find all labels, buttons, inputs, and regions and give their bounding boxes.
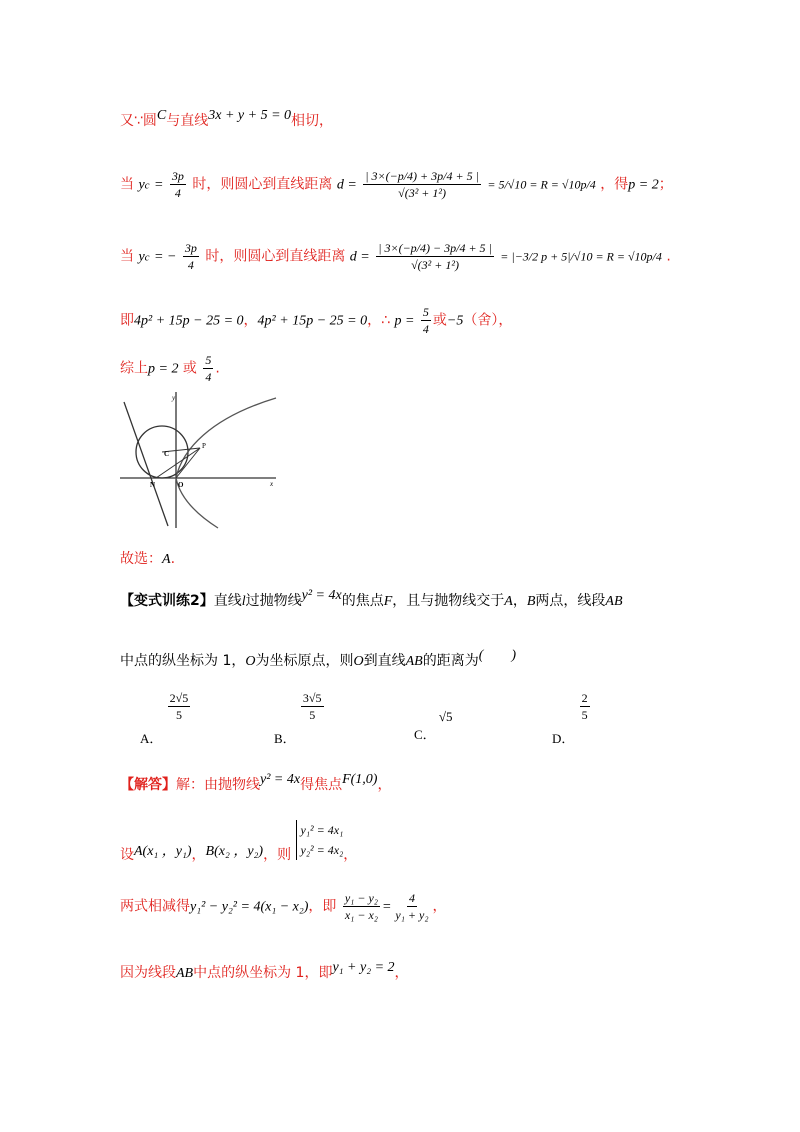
option-d[interactable]: D． $\frac{2}{5}$ (552, 691, 588, 747)
math-eq: = − (154, 249, 177, 265)
distance-fraction: $\frac{| 3\times(-p/4) - 3p/4 + 5 |}{\text{√(3² + 1²)}}$ (378, 241, 492, 272)
label-N: N (150, 481, 156, 489)
option-c[interactable]: C． √5 (414, 709, 453, 742)
math-eq: = (154, 177, 164, 193)
text: （舍）， (463, 312, 513, 329)
math-neg: −5 (446, 313, 464, 329)
text: 当 (120, 176, 134, 193)
text: 故选： (120, 551, 162, 567)
solution-line-case1 (120, 168, 673, 201)
answer-line (120, 548, 175, 568)
fraction: $\frac{5}{4}$ (205, 353, 212, 384)
label-P: P (202, 442, 206, 450)
text: 即 (120, 312, 134, 329)
text: 相切， (291, 113, 334, 129)
math-result: p = 2 (628, 177, 659, 193)
solution-line-midpoint: 因为线段AB中点的纵坐标为 1，即y₁ + y₂ = 2， (120, 960, 409, 981)
math-line-eq: 3x + y + 5 = 0 (208, 108, 292, 123)
solution-line-conclusion (120, 352, 220, 385)
text: ； (658, 176, 673, 193)
math-p: p = 2 (148, 361, 179, 377)
text: ，∴ (367, 312, 391, 329)
text: 与直线 (166, 113, 209, 129)
math-sub: c (144, 179, 150, 192)
text: ，得 (600, 176, 629, 193)
text: 或 (182, 360, 197, 377)
fraction: $\frac{5}{4}$ (422, 305, 429, 336)
text: . (170, 551, 176, 567)
label-C: C (164, 450, 170, 458)
problem-line-1: 【变式训练2】直线l过抛物线y² = 4x的焦点F，且与抛物线交于A，B两点，线段AB (120, 588, 623, 609)
math-eq: 4p² + 15p − 25 = 0 (257, 313, 368, 329)
text: 时，则圆心到直线距离 (192, 176, 333, 193)
solution-line-points: 设A(x₁ ，y₁)，B(x₂ ，y₂)，则 y₁² = 4x₁ y₂² = 4x₂， (120, 820, 357, 860)
distance-fraction: $\frac{| 3\times(-p/4) + 3p/4 + 5 |}{\text{√(3² + 1²)}}$ (365, 169, 479, 200)
text: 综上 (120, 360, 148, 377)
solution-line-tangent (120, 110, 333, 130)
option-b[interactable]: B． $\frac{3√5}{5}$ (274, 691, 322, 747)
math-p: p = (394, 313, 415, 329)
label-y: y (172, 394, 176, 402)
math-d: d = (349, 249, 370, 265)
math-sub: c (144, 251, 150, 264)
math-rest: = 5/√10 = R = √10p/4 (487, 177, 596, 192)
solution-line-focus: 【解答】解：由抛物线y² = 4x得焦点F(1,0)， (120, 772, 392, 793)
math-C: C (156, 108, 167, 123)
problem-line-2: 中点的纵坐标为 1，O为坐标原点，则O到直线AB的距离为( ) (120, 648, 517, 669)
math-rest: = |−3/2 p + 5|/√10 = R = √10p/4 (500, 249, 662, 264)
solution-line-quadratic (120, 304, 512, 337)
text: ， (243, 312, 258, 329)
math-d: d = (336, 177, 357, 193)
equation-system: y₁² = 4x₁ y₂² = 4x₂ (296, 820, 344, 860)
solution-line-subtract: 两式相减得y₁² − y₂² = 4(x₁ − x₂)，即 $\frac{\text{y₁ − y₂}}{\text{x₁ − x₂}}$ = $\frac{4}{\text{y₁ + y₂}}$ ， (120, 891, 447, 922)
math-y: y (138, 177, 145, 193)
parabola-circle-figure (120, 390, 280, 530)
text: 或 (432, 312, 447, 329)
answer: A (162, 552, 171, 567)
label-x: x (270, 480, 274, 488)
fraction: $\frac{3p}{4}$ (184, 241, 197, 272)
text: . (666, 248, 671, 265)
text: 时，则圆心到直线距离 (205, 248, 346, 265)
label-O: O (178, 481, 184, 489)
fraction: $\frac{3p}{4}$ (171, 169, 184, 200)
math-y: y (138, 249, 145, 265)
text: . (215, 360, 220, 377)
solution-line-case2 (120, 240, 671, 273)
option-a[interactable]: A． $\frac{2√5}{5}$ (140, 691, 189, 747)
text: 当 (120, 248, 134, 265)
math-eq: 4p² + 15p − 25 = 0 (134, 313, 244, 329)
problem-tag: 【变式训练2】 (120, 593, 214, 609)
text: 又∵圆 (120, 113, 157, 129)
